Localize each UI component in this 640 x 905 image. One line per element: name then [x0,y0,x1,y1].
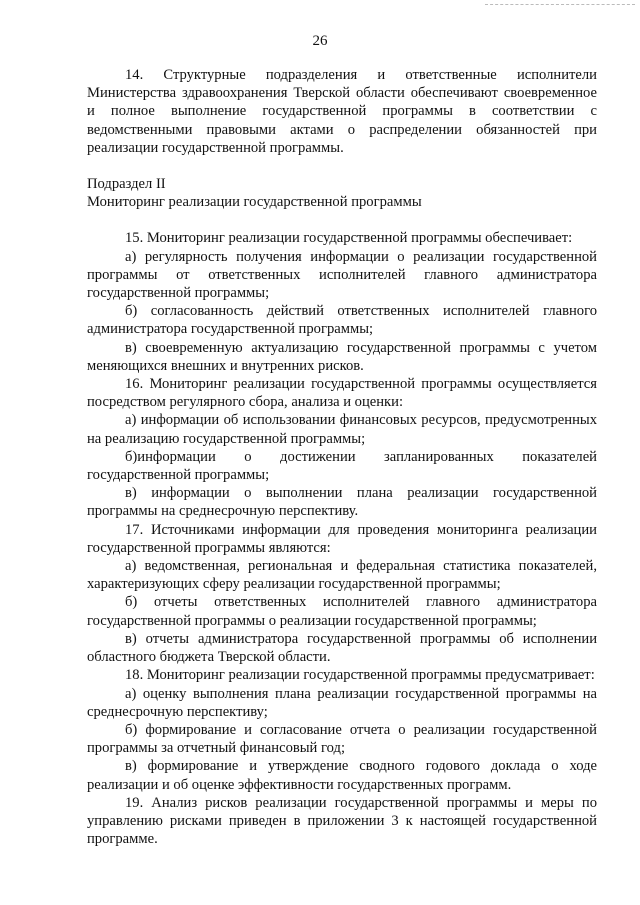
list-item: а) ведомственная, региональная и федеральная статистика показателей, характеризующих сферу реализации государственной программы; [87,558,597,593]
list-item: б)информации о достижении запланированных показателей государственной программы; [87,448,597,484]
list-item: б) формирование и согласование отчета о реализации государственной программы за отчетный финансовый год; [87,721,597,757]
list-item: в) информации о выполнении плана реализации государственной программы на среднесрочную перспективу. [87,485,597,520]
list-item: в) отчеты администратора государственной программы об исполнении областного бюджета Тверской области. [87,630,597,666]
list-item: а) оценку выполнения плана реализации государственной программы на среднесрочную перспективу; [87,685,597,720]
list-item: в) формирование и утверждение сводного годового доклада о ходе реализации и об оценке эффективности государственных программ. [87,758,597,793]
paragraph-17: 17. Источниками информации для проведения мониторинга реализации государственной программы являются: [87,521,597,556]
list-item: б) согласованность действий ответственных исполнителей главного администратора государственной программы; [87,303,597,338]
paragraph-14: 14. Структурные подразделения и ответственные исполнители Министерства здравоохранения Тверской области обеспечивают своевременное и полное выполнение государственной программы в соответствии с ведомственными правовыми актами о распределении обязанностей при реализации государственной программы. [87,67,597,156]
page-edge-line [485,4,635,5]
list-item: а) регулярность получения информации о реализации государственной программы от ответственных исполнителей главного администратора государственной программы; [87,248,597,302]
page-number: 26 [312,33,328,49]
subsection-subtitle: Мониторинг реализации государственной программы [87,194,422,211]
document-body [87,66,597,848]
list-item: в) своевременную актуализацию государственной программы с учетом меняющихся внешних и внутренних рисков. [87,339,597,374]
paragraph-15: 15. Мониторинг реализации государственной программы обеспечивает: [125,230,573,247]
paragraph-19: 19. Анализ рисков реализации государственной программы и меры по управлению рисками приведен в приложении 3 к настоящей государственной программе. [87,794,597,848]
paragraph-18: 18. Мониторинг реализации государственной программы предусматривает: [125,667,595,684]
list-item: б) отчеты ответственных исполнителей главного администратора государственной программы о реализации государственной программы; [87,594,597,629]
subsection-title: Подраздел II [87,176,166,193]
paragraph-16: 16. Мониторинг реализации государственной программы осуществляется посредством регулярного сбора, анализа и оценки: [87,376,597,411]
list-item: а) информации об использовании финансовых ресурсов, предусмотренных на реализацию государственной программы; [87,412,597,447]
